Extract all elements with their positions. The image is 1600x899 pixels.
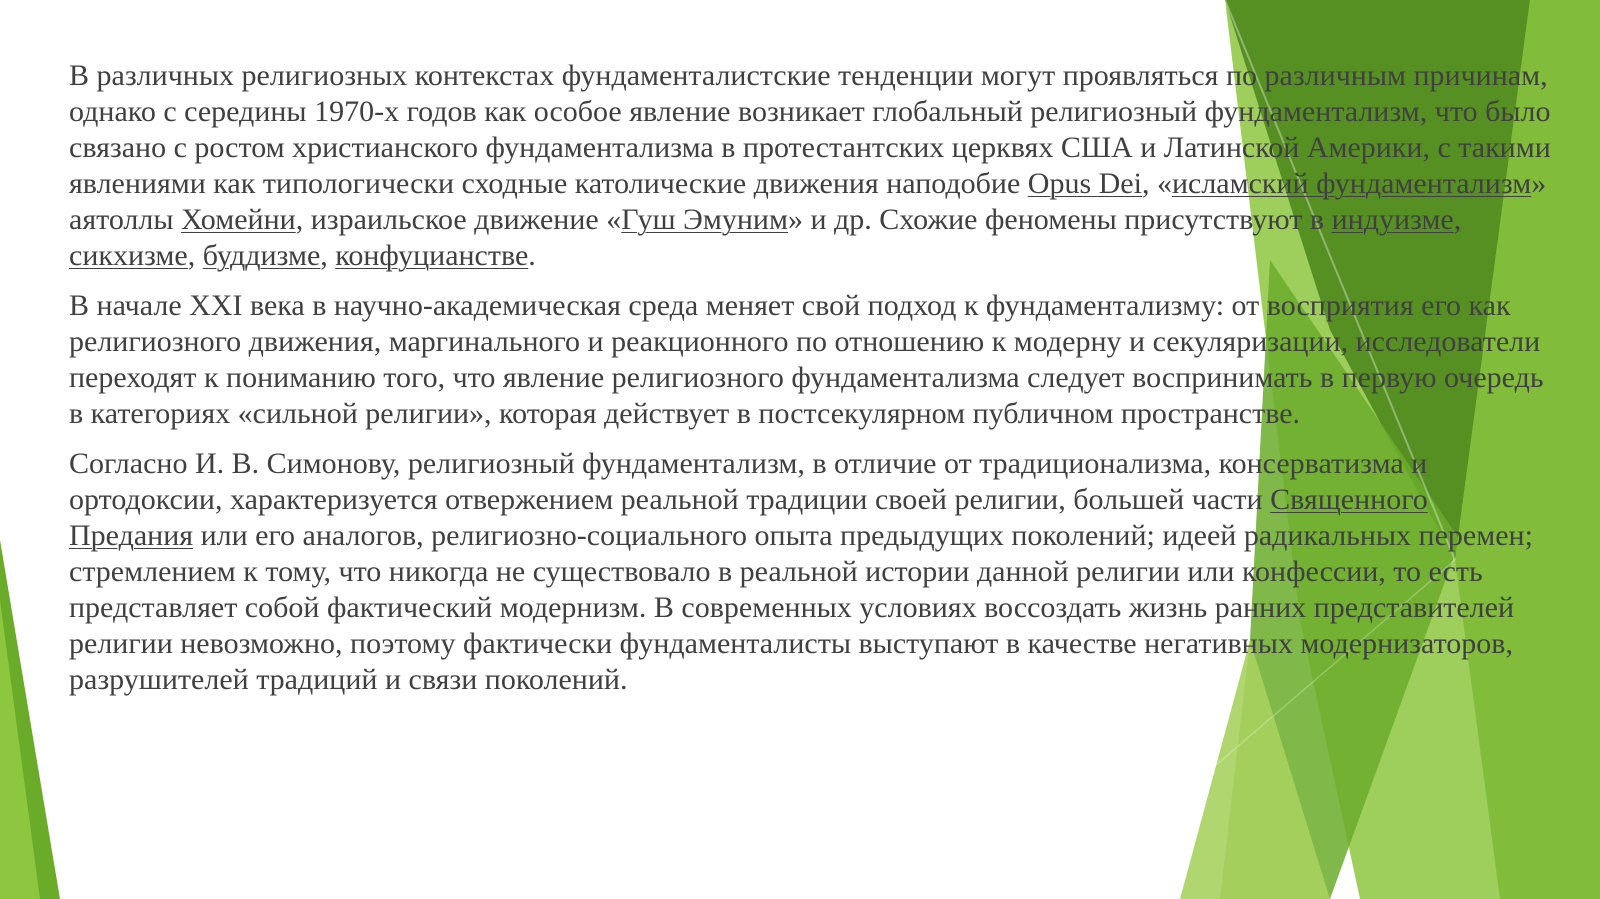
text-run: В различных религиозных контекстах фундаменталистские тенденции могут проявляться по различным причинам, однако с середины 1970-х годов как особое явление возникает глобальный религиозный фундаментализм, что было связано с ростом христианского фундаментализма в протестантских церквях США и Латинской Америки, с такими явлениями как типологически сходные католические движения наподобие [69,59,1551,200]
hyperlink[interactable]: индуизме [1331,203,1454,236]
text-run: или его аналогов, религиозно-социального опыта предыдущих поколений; идеей радикальных перемен; стремлением к тому, что никогда не существовало в реальной истории данной религии или конфессии, то есть представляет собой фактический модернизм. В современных условиях воссоздать жизнь ранних представителей религии невозможно, поэтому фактически фундаменталисты выступают в качестве негативных модернизаторов, разрушителей традиций и связи поколений. [69,519,1533,696]
hyperlink[interactable]: Гуш Эмуним [621,203,788,236]
hyperlink[interactable]: Священного Предания [69,483,1428,552]
text-run: , израильское движение « [295,203,622,236]
paragraph-simonov-definition [69,446,1559,698]
text-run: » и др. Схожие феномены присутствуют в [787,203,1332,236]
slide-body [69,58,1559,712]
paragraph-fundamentalism-origins [69,58,1559,274]
hyperlink[interactable]: конфуцианстве [335,239,529,272]
hyperlink[interactable]: исламский фундаментализм [1171,167,1532,200]
hyperlink[interactable]: Opus Dei [1027,167,1142,200]
hyperlink[interactable]: Хомейни [181,203,296,236]
text-run: , [187,239,203,272]
hyperlink[interactable]: сикхизме [69,239,188,272]
text-run: , [320,239,336,272]
hyperlink[interactable]: буддизме [202,239,321,272]
paragraph-academic-approach [69,288,1559,432]
text-run: . [528,239,536,272]
text-run: В начале XXI века в научно-академическая среда меняет свой подход к фундаментализму: от восприятия его как религиозного движения, маргинального и реакционного по отношению к модерну и секуляризации, исследователи переходят к пониманию того, что явление религиозного фундаментализма следует воспринимать в первую очередь в категориях «сильной религии», которая действует в постсекулярном публичном пространстве. [69,289,1544,430]
text-run: » аятоллы [69,167,1547,236]
text-run: Согласно И. В. Симонову, религиозный фундаментализм, в отличие от традиционализма, консерватизма и ортодоксии, характеризуется отвержением реальной традиции своей религии, большей части [69,447,1428,516]
text-run: , « [1141,167,1172,200]
text-run: , [1453,203,1462,236]
